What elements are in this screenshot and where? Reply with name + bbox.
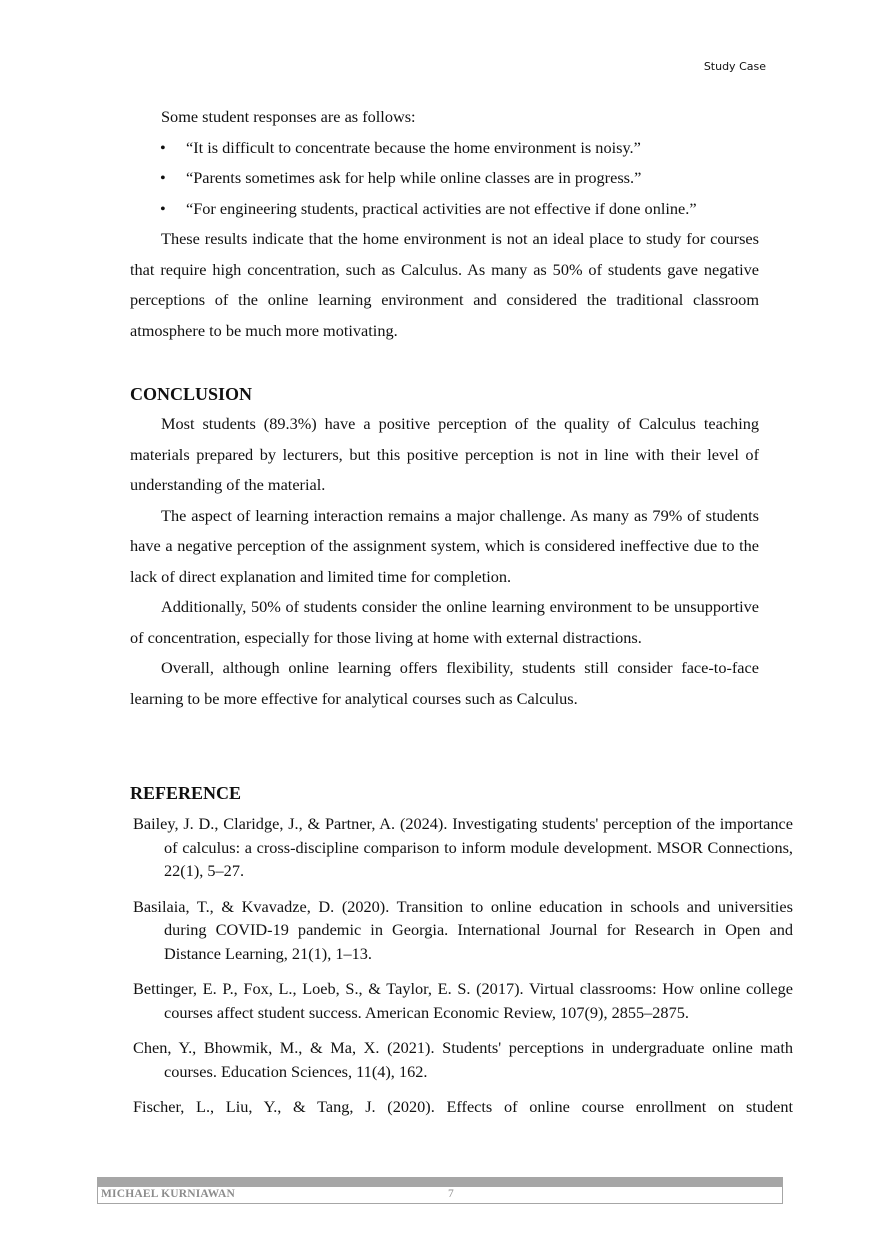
student-responses-list	[130, 133, 759, 225]
list-item: • “It is difficult to concentrate because the home environment is noisy.”	[130, 133, 759, 164]
running-header-title: Study Case	[703, 60, 766, 73]
conclusion-paragraph: Most students (89.3%) have a positive perception of the quality of Calculus teaching materials prepared by lecturers, but this positive perception is not in line with their level of understanding of the material.	[130, 414, 759, 494]
reference-entry: Fischer, L., Liu, Y., & Tang, J. (2020). Effects of online course enrollment on student	[133, 1097, 793, 1116]
conclusion-paragraph: Additionally, 50% of students consider the online learning environment to be unsupportive of concentration, especially for those living at home with external distractions.	[130, 597, 759, 647]
conclusion-section	[130, 379, 759, 714]
reference-entry: Bailey, J. D., Claridge, J., & Partner, A. (2024). Investigating students' perception of the importance of calculus: a cross-discipline comparison to inform module development. MSOR Connections, 22(1), 5–27.	[133, 814, 793, 880]
discussion-paragraph: These results indicate that the home environment is not an ideal place to study for courses that require high concentration, such as Calculus. As many as 50% of students gave negative perceptions of the online learning environment and considered the traditional classroom atmosphere to be much more motivating.	[130, 229, 759, 340]
conclusion-paragraph: The aspect of learning interaction remains a major challenge. As many as 79% of students have a negative perception of the assignment system, which is considered ineffective due to the lack of direct explanation and limited time for completion.	[130, 505, 759, 586]
footer	[97, 1187, 783, 1204]
responses-intro: Some student responses are as follows:	[161, 107, 416, 126]
footer-author: MICHAEL KURNIAWAN	[101, 1188, 236, 1200]
reference-heading: REFERENCE	[130, 783, 242, 803]
conclusion-paragraph: Overall, although online learning offers flexibility, students still consider face-to-face learning to be more effective for analytical courses such as Calculus.	[130, 658, 759, 708]
reference-entry: Bettinger, E. P., Fox, L., Loeb, S., & Taylor, E. S. (2017). Virtual classrooms: How online college courses affect student success. American Economic Review, 107(9), 2855–2875.	[133, 979, 793, 1022]
discussion-section	[130, 102, 759, 346]
reference-list	[133, 812, 793, 1131]
conclusion-heading: CONCLUSION	[130, 384, 253, 404]
footer-bar	[97, 1177, 783, 1187]
page-number: 7	[448, 1188, 454, 1200]
list-item: • “For engineering students, practical activities are not effective if done online.”	[130, 194, 759, 225]
reference-entry: Chen, Y., Bhowmik, M., & Ma, X. (2021). Students' perceptions in undergraduate online math courses. Education Sciences, 11(4), 162.	[133, 1038, 793, 1081]
list-item: • “Parents sometimes ask for help while online classes are in progress.”	[130, 163, 759, 194]
reference-entry: Basilaia, T., & Kvavadze, D. (2020). Transition to online education in schools and universities during COVID-19 pandemic in Georgia. International Journal for Research in Open and Distance Learning, 21(1), 1–13.	[133, 896, 793, 963]
